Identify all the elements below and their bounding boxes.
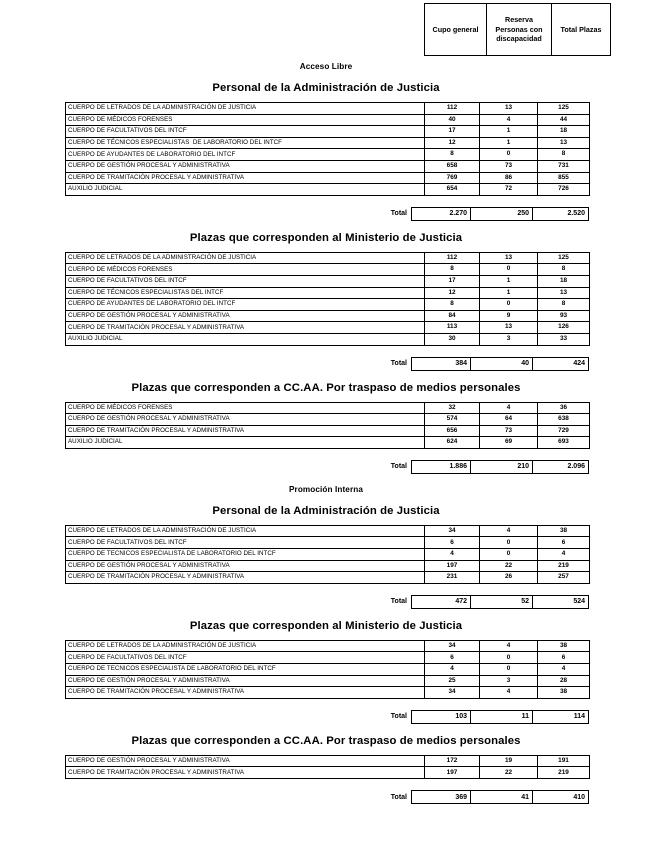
table-acceso-libre-personal: [65, 102, 590, 196]
mode-heading-promocion-interna: Promoción Interna: [288, 484, 364, 494]
row-total: 18: [538, 126, 590, 138]
row-body-name: CUERPO DE TECNICOS ESPECIALISTA DE LABORATORIO DEL INTCF: [66, 549, 425, 561]
row-total: 855: [538, 172, 590, 184]
table-row: [66, 264, 590, 276]
table-acceso-libre-ccaa: [65, 402, 590, 449]
table-row: [66, 322, 590, 334]
row-body-name: CUERPO DE TECNICOS ESPECIALISTA DE LABORATORIO DEL INTCF: [66, 664, 425, 676]
row-reserva: 0: [480, 149, 538, 161]
table-acceso-libre-ministerio: [65, 252, 590, 346]
row-reserva: 26: [480, 572, 538, 584]
row-body-name: CUERPO DE FACULTATIVOS DEL INTCF: [66, 537, 425, 549]
row-body-name: CUERPO DE TRAMITACIÓN PROCESAL Y ADMINISTRATIVA: [66, 172, 425, 184]
row-reserva: 3: [480, 333, 538, 345]
row-total: 33: [538, 333, 590, 345]
totals-cupo-general: 472: [412, 595, 471, 608]
row-cupo-general: 12: [425, 137, 480, 149]
row-body-name: CUERPO DE FACULTATIVOS DEL INTCF: [66, 275, 425, 287]
row-total: 4: [538, 549, 590, 561]
totals-row-acceso-libre-ccaa: [0, 460, 589, 474]
table-row: [66, 160, 590, 172]
table-row: [66, 287, 590, 299]
row-cupo-general: 34: [425, 525, 480, 537]
table-row: [66, 275, 590, 287]
row-cupo-general: 17: [425, 275, 480, 287]
row-body-name: CUERPO DE MÉDICOS FORENSES: [66, 402, 425, 414]
row-body-name: AUXILIO JUDICIAL: [66, 437, 425, 449]
row-total: 28: [538, 675, 590, 687]
row-cupo-general: 8: [425, 149, 480, 161]
row-body-name: CUERPO DE GESTIÓN PROCESAL Y ADMINISTRATIVA: [66, 755, 425, 767]
row-cupo-general: 8: [425, 299, 480, 311]
row-cupo-general: 624: [425, 437, 480, 449]
row-total: 638: [538, 414, 590, 426]
table-promocion-interna-personal: [65, 525, 590, 584]
totals-total: 2.520: [533, 207, 589, 220]
table-row: [66, 414, 590, 426]
totals-reserva: 250: [471, 207, 533, 220]
row-cupo-general: 6: [425, 652, 480, 664]
row-reserva: 22: [480, 560, 538, 572]
row-cupo-general: 30: [425, 333, 480, 345]
legend-cupo-general: Cupo general: [425, 4, 487, 56]
row-cupo-general: 4: [425, 549, 480, 561]
table-row: [66, 560, 590, 572]
section-title-acceso-libre-ministerio: Plazas que corresponden al Ministerio de Justicia: [189, 231, 463, 244]
row-reserva: 0: [480, 264, 538, 276]
row-reserva: 4: [480, 525, 538, 537]
table-row: [66, 525, 590, 537]
row-total: 125: [538, 103, 590, 115]
row-total: 38: [538, 525, 590, 537]
row-body-name: CUERPO DE AYUDANTES DE LABORATORIO DEL INTCF: [66, 299, 425, 311]
row-reserva: 22: [480, 767, 538, 779]
mode-heading-acceso-libre: Acceso Libre: [299, 62, 353, 71]
row-body-name: CUERPO DE TÉCNICOS ESPECIALISTAS DE LABORATORIO DEL INTCF: [66, 137, 425, 149]
totals-cupo-general: 103: [412, 710, 471, 723]
row-cupo-general: 769: [425, 172, 480, 184]
row-body-name: CUERPO DE GESTIÓN PROCESAL Y ADMINISTRATIVA: [66, 160, 425, 172]
row-reserva: 73: [480, 425, 538, 437]
table-row: [66, 675, 590, 687]
table-promocion-interna-ccaa: [65, 755, 590, 779]
row-reserva: 1: [480, 287, 538, 299]
row-total: 726: [538, 184, 590, 196]
row-reserva: 1: [480, 126, 538, 138]
totals-cupo-general: 2.270: [412, 207, 471, 220]
row-total: 125: [538, 252, 590, 264]
row-total: 8: [538, 299, 590, 311]
row-total: 44: [538, 114, 590, 126]
row-cupo-general: 6: [425, 537, 480, 549]
row-cupo-general: 658: [425, 160, 480, 172]
row-total: 729: [538, 425, 590, 437]
totals-label: Total: [390, 713, 407, 721]
totals-reserva: 210: [471, 460, 533, 473]
row-body-name: CUERPO DE GESTIÓN PROCESAL Y ADMINISTRATIVA: [66, 414, 425, 426]
totals-cupo-general: 1.886: [412, 460, 471, 473]
row-cupo-general: 34: [425, 687, 480, 699]
table-row: [66, 652, 590, 664]
row-body-name: CUERPO DE AYUDANTES DE LABORATORIO DEL INTCF: [66, 149, 425, 161]
row-body-name: CUERPO DE TRAMITACIÓN PROCESAL Y ADMINISTRATIVA: [66, 687, 425, 699]
row-body-name: CUERPO DE LETRADOS DE LA ADMINISTRACIÓN DE JUSTICIA: [66, 640, 425, 652]
row-body-name: AUXILIO JUDICIAL: [66, 333, 425, 345]
row-body-name: CUERPO DE GESTIÓN PROCESAL Y ADMINISTRATIVA: [66, 675, 425, 687]
row-cupo-general: 112: [425, 252, 480, 264]
row-cupo-general: 84: [425, 310, 480, 322]
row-body-name: CUERPO DE TRAMITACIÓN PROCESAL Y ADMINISTRATIVA: [66, 322, 425, 334]
table-row: [66, 114, 590, 126]
totals-row-acceso-libre-ministerio: [0, 357, 589, 371]
row-body-name: AUXILIO JUDICIAL: [66, 184, 425, 196]
row-cupo-general: 654: [425, 184, 480, 196]
totals-total: 2.096: [533, 460, 589, 473]
row-reserva: 13: [480, 322, 538, 334]
row-reserva: 13: [480, 252, 538, 264]
row-body-name: CUERPO DE FACULTATIVOS DEL INTCF: [66, 126, 425, 138]
row-reserva: 1: [480, 137, 538, 149]
table-row: [66, 755, 590, 767]
row-cupo-general: 574: [425, 414, 480, 426]
row-cupo-general: 12: [425, 287, 480, 299]
column-legend: [424, 3, 602, 56]
totals-cupo-general: 369: [412, 791, 471, 804]
totals-total: 410: [533, 791, 589, 804]
table-row: [66, 664, 590, 676]
row-body-name: CUERPO DE TRAMITACIÓN PROCESAL Y ADMINISTRATIVA: [66, 572, 425, 584]
totals-reserva: 40: [471, 357, 533, 370]
section-title-promocion-interna-ccaa: Plazas que corresponden a CC.AA. Por traspaso de medios personales: [131, 734, 521, 747]
row-body-name: CUERPO DE GESTIÓN PROCESAL Y ADMINISTRATIVA: [66, 310, 425, 322]
row-body-name: CUERPO DE LETRADOS DE LA ADMINISTRACIÓN DE JUSTICIA: [66, 103, 425, 115]
section-title-promocion-interna-personal: Personal de la Administración de Justicia: [212, 504, 440, 517]
row-reserva: 64: [480, 414, 538, 426]
row-reserva: 4: [480, 114, 538, 126]
row-total: 38: [538, 687, 590, 699]
totals-label: Total: [390, 210, 407, 218]
row-total: 13: [538, 137, 590, 149]
table-row: [66, 549, 590, 561]
totals-cupo-general: 384: [412, 357, 471, 370]
row-cupo-general: 17: [425, 126, 480, 138]
row-reserva: 0: [480, 537, 538, 549]
table-row: [66, 640, 590, 652]
table-row: [66, 767, 590, 779]
row-total: 38: [538, 640, 590, 652]
table-row: [66, 333, 590, 345]
row-reserva: 4: [480, 687, 538, 699]
row-total: 8: [538, 149, 590, 161]
row-reserva: 0: [480, 664, 538, 676]
table-row: [66, 103, 590, 115]
row-body-name: CUERPO DE LETRADOS DE LA ADMINISTRACIÓN DE JUSTICIA: [66, 252, 425, 264]
totals-label: Total: [390, 598, 407, 606]
row-reserva: 9: [480, 310, 538, 322]
table-row: [66, 252, 590, 264]
totals-label: Total: [390, 463, 407, 471]
legend-table: [424, 3, 611, 56]
row-cupo-general: 231: [425, 572, 480, 584]
totals-total: 424: [533, 357, 589, 370]
row-body-name: CUERPO DE TRAMITACIÓN PROCESAL Y ADMINISTRATIVA: [66, 767, 425, 779]
table-row: [66, 299, 590, 311]
table-row: [66, 310, 590, 322]
row-total: 6: [538, 652, 590, 664]
section-title-acceso-libre-personal: Personal de la Administración de Justicia: [212, 82, 440, 94]
table-row: [66, 184, 590, 196]
row-cupo-general: 656: [425, 425, 480, 437]
totals-row-acceso-libre-personal: [0, 207, 589, 221]
row-reserva: 86: [480, 172, 538, 184]
totals-reserva: 41: [471, 791, 533, 804]
row-cupo-general: 25: [425, 675, 480, 687]
row-reserva: 69: [480, 437, 538, 449]
row-body-name: CUERPO DE TÉCNICOS ESPECIALISTAS DEL INTCF: [66, 287, 425, 299]
row-cupo-general: 32: [425, 402, 480, 414]
row-total: 219: [538, 560, 590, 572]
row-cupo-general: 34: [425, 640, 480, 652]
row-body-name: CUERPO DE FACULTATIVOS DEL INTCF: [66, 652, 425, 664]
table-row: [66, 149, 590, 161]
row-body-name: CUERPO DE TRAMITACIÓN PROCESAL Y ADMINISTRATIVA: [66, 425, 425, 437]
section-title-promocion-interna-ministerio: Plazas que corresponden al Ministerio de Justicia: [189, 619, 463, 632]
row-total: 219: [538, 767, 590, 779]
row-total: 693: [538, 437, 590, 449]
row-cupo-general: 197: [425, 767, 480, 779]
row-cupo-general: 112: [425, 103, 480, 115]
row-cupo-general: 172: [425, 755, 480, 767]
row-body-name: CUERPO DE LETRADOS DE LA ADMINISTRACIÓN DE JUSTICIA: [66, 525, 425, 537]
row-reserva: 19: [480, 755, 538, 767]
table-promocion-interna-ministerio: [65, 640, 590, 699]
row-total: 18: [538, 275, 590, 287]
row-reserva: 3: [480, 675, 538, 687]
row-reserva: 1: [480, 275, 538, 287]
table-row: [66, 572, 590, 584]
row-total: 13: [538, 287, 590, 299]
row-total: 257: [538, 572, 590, 584]
row-total: 6: [538, 537, 590, 549]
row-total: 126: [538, 322, 590, 334]
row-total: 8: [538, 264, 590, 276]
row-reserva: 4: [480, 402, 538, 414]
row-reserva: 0: [480, 549, 538, 561]
row-reserva: 72: [480, 184, 538, 196]
totals-reserva: 11: [471, 710, 533, 723]
row-reserva: 73: [480, 160, 538, 172]
row-total: 36: [538, 402, 590, 414]
row-cupo-general: 197: [425, 560, 480, 572]
row-reserva: 4: [480, 640, 538, 652]
table-row: [66, 425, 590, 437]
table-row: [66, 137, 590, 149]
row-cupo-general: 40: [425, 114, 480, 126]
totals-reserva: 52: [471, 595, 533, 608]
row-cupo-general: 4: [425, 664, 480, 676]
legend-row: [425, 4, 611, 56]
row-total: 93: [538, 310, 590, 322]
section-title-acceso-libre-ccaa: Plazas que corresponden a CC.AA. Por traspaso de medios personales: [131, 381, 521, 394]
row-cupo-general: 8: [425, 264, 480, 276]
totals-total: 114: [533, 710, 589, 723]
row-body-name: CUERPO DE MÉDICOS FORENSES: [66, 264, 425, 276]
row-total: 4: [538, 664, 590, 676]
totals-row-promocion-interna-ministerio: [0, 710, 589, 724]
table-row: [66, 172, 590, 184]
row-reserva: 0: [480, 652, 538, 664]
table-row: [66, 437, 590, 449]
totals-total: 524: [533, 595, 589, 608]
row-cupo-general: 113: [425, 322, 480, 334]
table-row: [66, 687, 590, 699]
row-total: 731: [538, 160, 590, 172]
table-row: [66, 126, 590, 138]
row-body-name: CUERPO DE MÉDICOS FORENSES: [66, 114, 425, 126]
totals-row-promocion-interna-ccaa: [0, 790, 589, 804]
totals-row-promocion-interna-personal: [0, 595, 589, 609]
legend-total-plazas: Total Plazas: [552, 4, 611, 56]
table-row: [66, 402, 590, 414]
row-reserva: 0: [480, 299, 538, 311]
totals-label: Total: [390, 793, 407, 801]
totals-label: Total: [390, 360, 407, 367]
table-row: [66, 537, 590, 549]
row-body-name: CUERPO DE GESTIÓN PROCESAL Y ADMINISTRATIVA: [66, 560, 425, 572]
legend-reserva-discapacidad: Reserva Personas con discapacidad: [487, 4, 552, 56]
row-total: 191: [538, 755, 590, 767]
row-reserva: 13: [480, 103, 538, 115]
